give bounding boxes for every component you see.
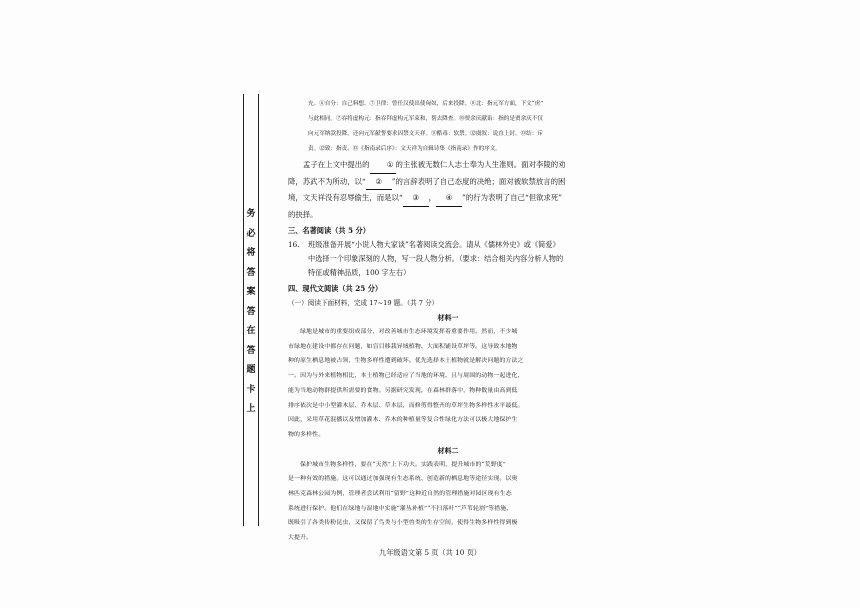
material-line: 一。因为与外来植物相比，本土植物已经适应了当地的环境，且与周围的动物一起进化，: [288, 373, 524, 380]
analysis-text: 降，苏武不为所动，以“: [288, 176, 366, 186]
fill-blank-4: ④: [436, 190, 462, 207]
question-text: 班级准备开展“小说人物大家谈”名著阅读交流会。请从《儒林外史》或《简爱》: [308, 240, 560, 249]
page-footer: 九年级语文第 5 页（共 10 页）: [379, 548, 481, 557]
note-line: 充。⑥自分：自己料想。⑦卫律：曾任汉使出使匈奴，后来投降。⑧北：指元军方面，下文“虏”: [308, 101, 544, 107]
question-16-line: [288, 252, 608, 266]
annotation-notes: [288, 97, 608, 157]
warning-char: 务: [246, 209, 256, 219]
warning-char: 案: [246, 287, 256, 297]
question-16-line: [288, 266, 608, 280]
section-title: 四、现代文阅读（共 25 分）: [288, 284, 383, 293]
warning-char: 题: [246, 365, 256, 375]
material-line: 排序依次是中小型灌木层、乔木层、草本层，而修剪得整齐的草坪生物多样性水平最低。: [288, 402, 524, 409]
question-text: 特征或精神品质，100 字左右）: [308, 268, 411, 277]
material-2-title: 材料二: [437, 445, 459, 455]
warning-char: 将: [246, 248, 256, 258]
warning-char: 答: [246, 267, 256, 278]
material-1-body: [288, 325, 608, 443]
warning-char: 卡: [246, 384, 256, 395]
note-line: 向元军纳款投降，还向元军献誓要求囚禁文天祥。⑪酷毒：软禁。⑫虞叙：说直上封。⑬结：斥: [308, 131, 543, 137]
material-line: 种的原生栖息地被占领，生物多样性遭到破坏。优先选择本土植物就是解决问题的方法之: [288, 358, 524, 365]
material-1-title: 材料一: [437, 313, 459, 322]
material-line: 大提升。: [288, 535, 313, 542]
warning-char: 答: [246, 345, 256, 356]
analysis-text: ，: [428, 193, 437, 202]
binding-line-right: [258, 94, 259, 526]
material-line: 林匹克森林公园为例，管理者尝试利用“留野”这种近自然的管理措施对园区现有生态: [288, 491, 512, 498]
material-line: 市绿地在建设中都存在问题，如盲目移栽异域植物、大面积铺设草坪等。这导致本地物: [288, 343, 518, 350]
warning-char: 必: [246, 228, 256, 239]
warning-char: 答: [246, 306, 256, 317]
fill-blank-3: ③: [403, 190, 429, 207]
analysis-paragraph-line: [288, 174, 608, 191]
analysis-text: 的抉择。: [288, 209, 318, 219]
analysis-text: 境，文天祥没有忍辱偷生，而是以“: [288, 193, 403, 202]
note-line: 责。⑫致：指责。⑬《指南录后序》：文天祥为自辑诗集《指南录》作的序文。: [308, 146, 501, 152]
page-content: [288, 97, 608, 546]
material-line: 物的多样性。: [288, 431, 325, 438]
note-line: 与此相同。⑦吞将虚构元：指吞拜虚构元军束和，帮去降查。⑩贾余庆献谄：指的是贾余庆不仅: [308, 116, 543, 122]
material-line: 是一种有效的措施。这可以通过加强现有生态系统、创造新的栖息地等途径实现。以奥: [288, 476, 518, 483]
warning-char: 上: [246, 404, 256, 414]
analysis-text: ”的行为表明了自己“但欲求死”: [462, 193, 563, 202]
question-16: [288, 238, 608, 252]
analysis-text: 的主张被无数仁人志士奉为人生准则。面对李陵的劝: [395, 160, 566, 169]
part-title: （一）阅读下面材料，完成 17~19 题。（共 7 分）: [288, 299, 439, 307]
material-line: 绿地是城市的重要组成部分，对改善城市生态环境发挥着重要作用。然而，不少城: [300, 329, 518, 335]
material-2-body: [288, 458, 608, 546]
fill-blank-1: ①: [370, 157, 396, 174]
analysis-paragraph-line: [288, 190, 608, 207]
section-title: 三、名著阅读（共 5 分）: [288, 226, 370, 235]
question-text: 中选择一个印象深刻的人物，写一段人物分析。（要求：结合相关内容分析人物的: [308, 254, 564, 263]
side-answer-warning: [244, 205, 258, 420]
analysis-paragraph: [288, 157, 608, 174]
warning-char: 在: [246, 326, 256, 336]
question-number: 16.: [288, 240, 300, 249]
fill-blank-2: ②: [366, 174, 392, 191]
analysis-text: ”的言辞表明了自己态度的决绝；面对被软禁放言的困: [391, 176, 566, 186]
material-line: 因此，采用草花混播以及增加灌木、乔木的种植量等复合性绿化方法可以极大地保护生: [288, 417, 518, 424]
material-line: 系统进行保护。他们在绿地与湿地中实施“灌丛补植”“不扫落叶”“芦苇轮割”等措施，: [288, 505, 513, 512]
material-line: 既吸引了各类传粉昆虫，又保留了鸟类与小型兽类的生存空间，使得生物多样性得到极: [288, 520, 518, 527]
analysis-text: 孟子在上文中提出的: [303, 160, 370, 169]
material-line: 保护城市生物多样性，要在“天然”上下功夫。实践表明，提升城市的“荒野度”: [300, 461, 506, 468]
analysis-paragraph-line: [288, 207, 608, 223]
material-line: 能为当地动物群提供所需要的食物。另据研究发现，在森林群落中，物种数量由高到低: [288, 387, 518, 394]
